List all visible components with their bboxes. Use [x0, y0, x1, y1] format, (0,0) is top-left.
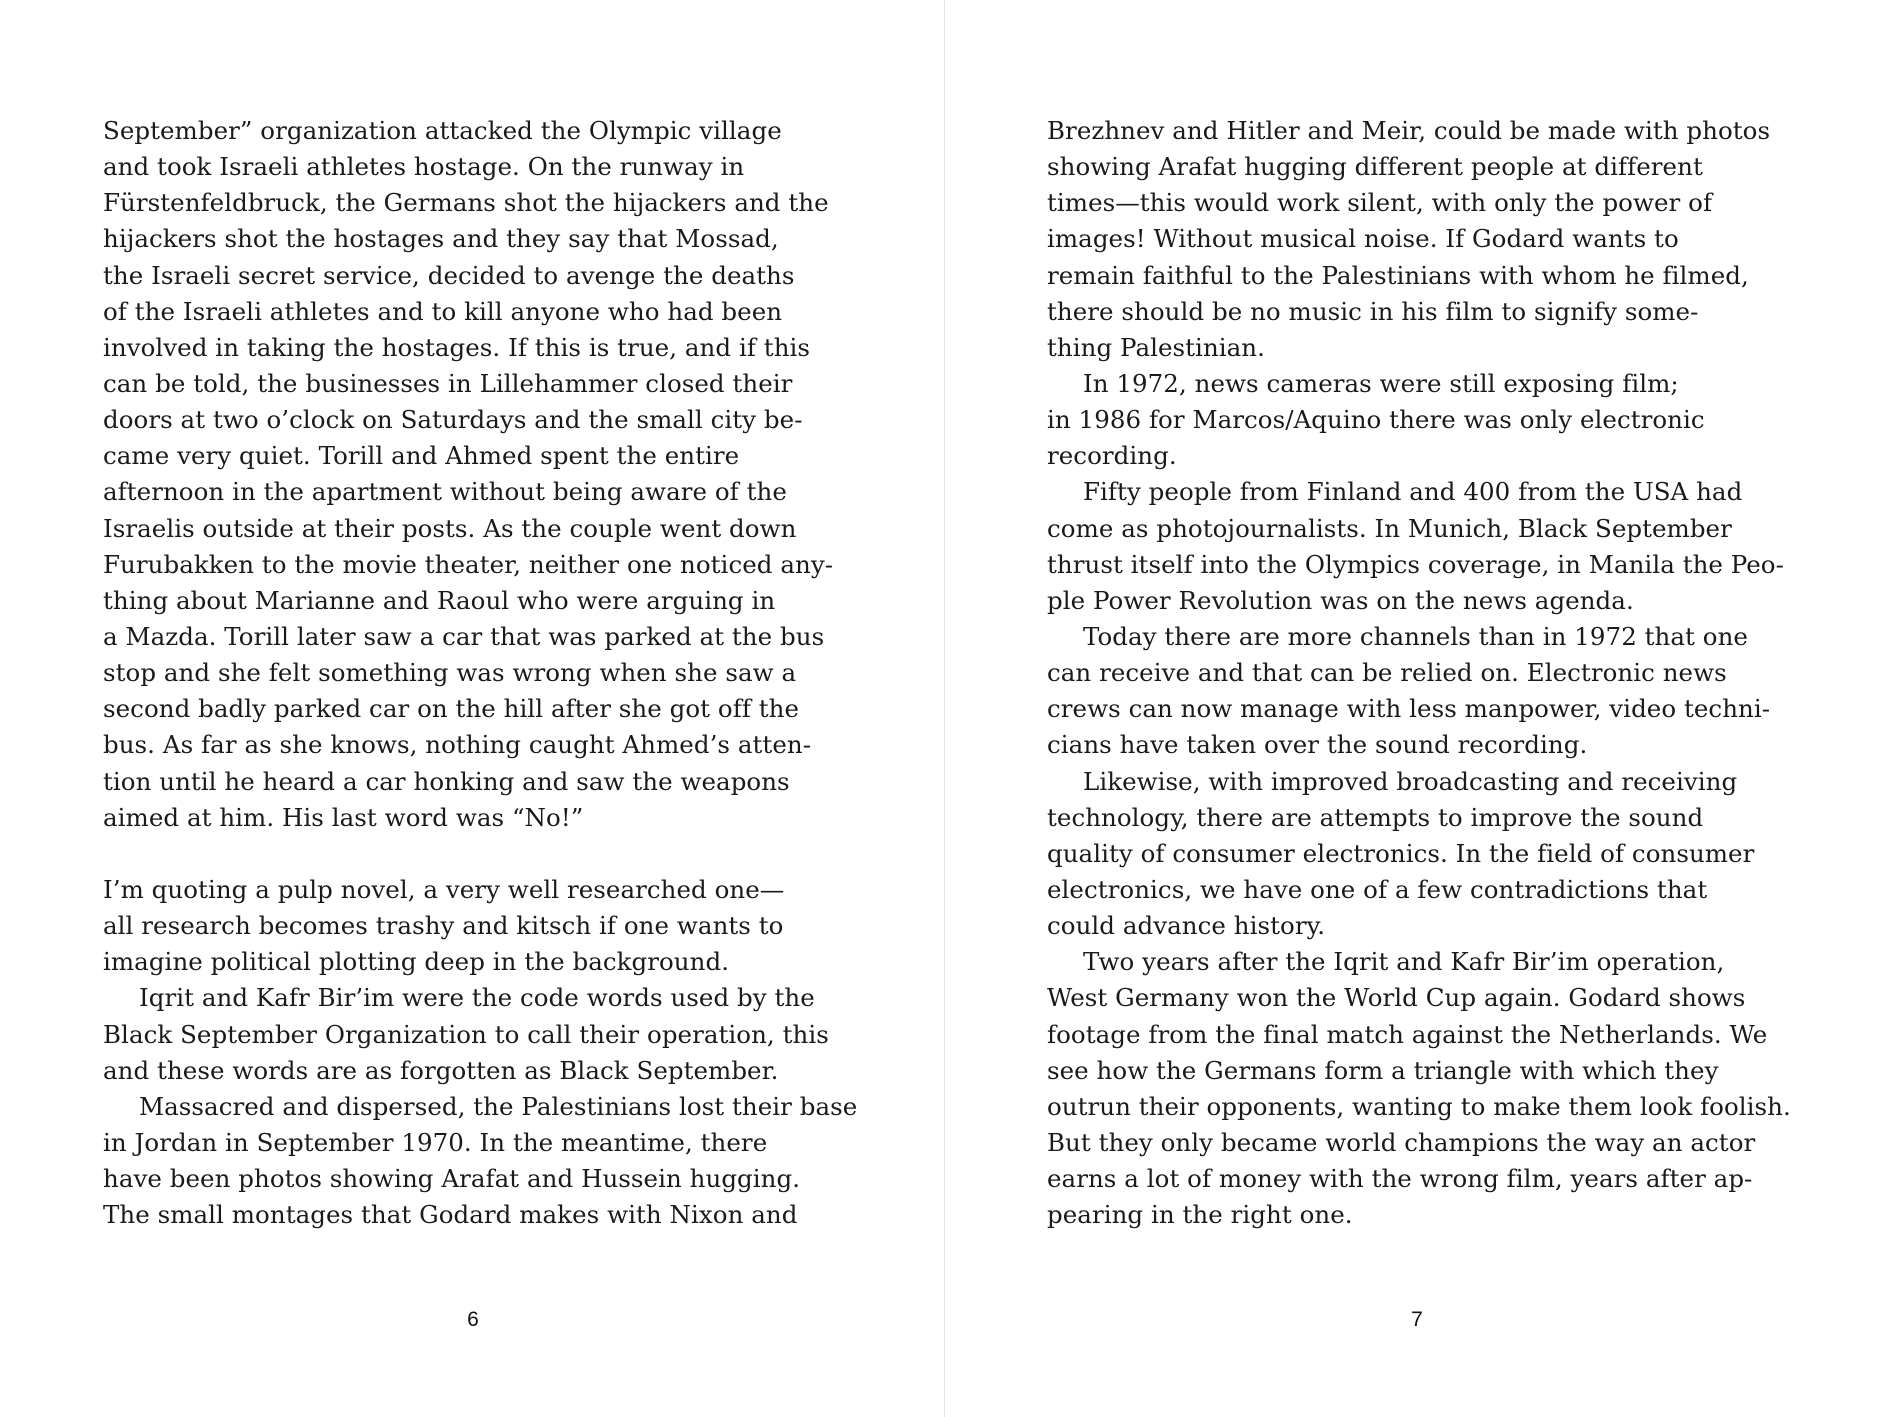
page-gutter	[944, 0, 945, 1417]
text-line: Fifty people from Finland and 400 from the USA had	[1083, 477, 1743, 507]
text-line: showing Arafat hugging different people at different	[1047, 152, 1703, 182]
text-line: crews can now manage with less manpower, video techni-	[1047, 694, 1771, 724]
text-line: ple Power Revolution was on the news agenda.	[1047, 585, 1634, 615]
text-line: remain faithful to the Palestinians with whom he filmed,	[1047, 260, 1749, 290]
text-line: come as photojournalists. In Munich, Black September	[1047, 513, 1732, 543]
text-line: doors at two o’clock on Saturdays and the small city be-	[103, 405, 803, 435]
text-line: in Jordan in September 1970. In the meantime, there	[103, 1127, 768, 1157]
text-line: Massacred and dispersed, the Palestinians lost their base	[139, 1091, 858, 1121]
text-line: thing about Marianne and Raoul who were arguing in	[103, 585, 776, 615]
text-line: thing Palestinian.	[1047, 332, 1265, 362]
text-line: see how the Germans form a triangle with which they	[1047, 1055, 1719, 1085]
text-line: recording.	[1047, 441, 1177, 471]
text-line: hijackers shot the hostages and they say that Mossad,	[103, 224, 779, 254]
text-line: imagine political plotting deep in the background.	[103, 947, 730, 977]
text-line: Two years after the Iqrit and Kafr Bir’im operation,	[1083, 947, 1725, 977]
text-line: Brezhnev and Hitler and Meir, could be made with photos	[1047, 116, 1771, 145]
text-line: afternoon in the apartment without being aware of the	[103, 477, 787, 507]
text-line: stop and she felt something was wrong when she saw a	[103, 658, 797, 688]
text-line: Black September Organization to call their operation, this	[103, 1019, 829, 1049]
text-line: Iqrit and Kafr Bir’im were the code words used by the	[139, 983, 815, 1013]
text-line: Likewise, with improved broadcasting and receiving	[1083, 766, 1738, 796]
text-line: footage from the final match against the Netherlands. We	[1047, 1019, 1768, 1049]
text-line: But they only became world champions the way an actor	[1047, 1127, 1756, 1157]
text-line: images! Without musical noise. If Godard wants to	[1047, 224, 1679, 254]
text-line: the Israeli secret service, decided to avenge the deaths	[103, 260, 795, 290]
text-line: came very quiet. Torill and Ahmed spent the entire	[103, 441, 740, 471]
text-line: cians have taken over the sound recording.	[1047, 730, 1588, 760]
text-line: and took Israeli athletes hostage. On the runway in	[103, 152, 745, 182]
text-line: all research becomes trashy and kitsch if one wants to	[103, 911, 784, 941]
text-line: could advance history.	[1047, 911, 1326, 941]
page-number-left: 6	[467, 1308, 479, 1331]
text-line: September” organization attacked the Olympic village	[103, 116, 782, 145]
text-line: aimed at him. His last word was “No!”	[103, 802, 584, 832]
text-line: Israelis outside at their posts. As the couple went down	[103, 513, 797, 543]
text-line: bus. As far as she knows, nothing caught Ahmed’s atten-	[103, 730, 812, 760]
text-line	[103, 836, 863, 872]
text-line: can be told, the businesses in Lillehammer closed their	[103, 368, 793, 398]
text-line: Furubakken to the movie theater, neither one noticed any-	[103, 549, 834, 579]
text-line: thrust itself into the Olympics coverage, in Manila the Peo-	[1047, 549, 1784, 579]
text-line: and these words are as forgotten as Black September.	[103, 1055, 779, 1085]
text-line: there should be no music in his film to signify some-	[1047, 296, 1699, 326]
text-line: tion until he heard a car honking and saw the weapons	[103, 766, 790, 796]
right-page-text	[1047, 113, 1807, 1233]
text-line: quality of consumer electronics. In the field of consumer	[1047, 838, 1755, 868]
text-line: technology, there are attempts to improve the sound	[1047, 802, 1704, 832]
text-line: Today there are more channels than in 1972 that one	[1083, 621, 1748, 651]
text-line: have been photos showing Arafat and Hussein hugging.	[103, 1164, 801, 1194]
left-page-text	[103, 113, 863, 1233]
text-line: second badly parked car on the hill after she got off the	[103, 694, 800, 724]
text-line: I’m quoting a pulp novel, a very well researched one—	[103, 874, 785, 904]
text-line: West Germany won the World Cup again. Godard shows	[1047, 983, 1746, 1013]
text-line: can receive and that can be relied on. Electronic news	[1047, 658, 1727, 688]
text-line: In 1972, news cameras were still exposing film;	[1083, 368, 1679, 398]
text-line: of the Israeli athletes and to kill anyone who had been	[103, 296, 783, 326]
text-line: involved in taking the hostages. If this is true, and if this	[103, 332, 811, 362]
text-line: earns a lot of money with the wrong film, years after ap-	[1047, 1164, 1753, 1194]
text-line: electronics, we have one of a few contradictions that	[1047, 874, 1708, 904]
text-line: a Mazda. Torill later saw a car that was parked at the bus	[103, 621, 825, 651]
text-line: pearing in the right one.	[1047, 1200, 1353, 1230]
text-line: in 1986 for Marcos/Aquino there was only electronic	[1047, 405, 1705, 435]
text-line: Fürstenfeldbruck, the Germans shot the hijackers and the	[103, 188, 829, 218]
text-line: outrun their opponents, wanting to make them look foolish.	[1047, 1091, 1791, 1121]
text-line: The small montages that Godard makes with Nixon and	[103, 1200, 798, 1230]
text-line: times—this would work silent, with only the power of	[1047, 188, 1713, 218]
page-number-right: 7	[1411, 1308, 1423, 1331]
